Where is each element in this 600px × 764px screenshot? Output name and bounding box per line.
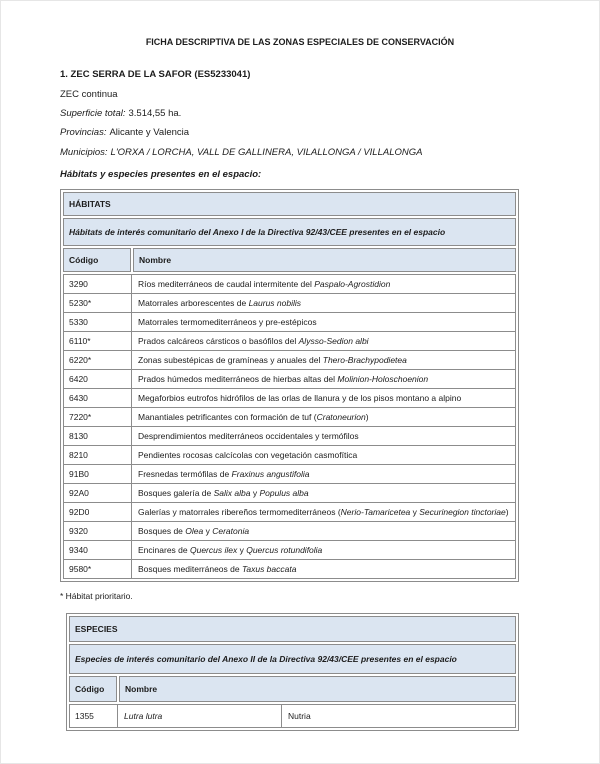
name-text: ) xyxy=(365,411,369,422)
scientific-name: Laurus nobilis xyxy=(248,297,302,308)
page-title: FICHA DESCRIPTIVA DE LAS ZONAS ESPECIALES DE CONSERVACIÓN xyxy=(145,37,455,47)
habitat-row xyxy=(64,464,516,483)
scientific-name: Lutra lutra xyxy=(124,710,163,721)
habitat-code-cell: 8130 xyxy=(64,426,132,445)
habitat-name-cell xyxy=(132,369,516,388)
name-text: Encinares de xyxy=(138,544,190,555)
habitat-name-cell xyxy=(132,521,516,540)
priority-habitat-footnote: * Hábitat prioritario. xyxy=(60,590,133,601)
species-data-grid xyxy=(69,704,516,728)
scientific-name: Salix alba xyxy=(213,487,251,498)
habitat-name-cell xyxy=(132,331,516,350)
name-text: ) xyxy=(505,506,509,517)
habitat-code-cell: 8210 xyxy=(64,445,132,464)
name-text: y xyxy=(237,544,247,555)
name-text: Bosques mediterráneos de xyxy=(138,563,242,574)
name-text: Ríos mediterráneos de caudal intermitente del xyxy=(138,278,315,289)
species-col-codigo: Código xyxy=(69,676,117,702)
habitat-name-cell xyxy=(132,426,516,445)
scientific-name: Quercus ilex xyxy=(189,544,238,555)
habitat-name-cell xyxy=(132,483,516,502)
habitat-name-cell xyxy=(132,388,516,407)
habitat-row xyxy=(64,540,516,559)
section-intro: Hábitats y especies presentes en el espacio: xyxy=(60,168,262,180)
municipalities-value: L'ORXA / LORCHA, VALL DE GALLINERA, VILALLONGA / VILLALONGA xyxy=(110,146,423,158)
species-table xyxy=(66,613,519,731)
habitat-row xyxy=(64,274,516,293)
habitat-code-cell: 92A0 xyxy=(64,483,132,502)
habitat-name-cell xyxy=(132,274,516,293)
species-row xyxy=(70,704,516,727)
name-text: Galerías y matorrales ribereños termomediterráneos ( xyxy=(138,506,341,517)
scientific-name: Alysso-Sedion albi xyxy=(298,335,369,346)
habitat-name-cell xyxy=(132,540,516,559)
species-col-nombre: Nombre xyxy=(119,676,516,702)
habitat-row xyxy=(64,388,516,407)
habitat-row xyxy=(64,350,516,369)
habitats-rows xyxy=(64,274,516,578)
scientific-name: Fraxinus angustifolia xyxy=(231,468,310,479)
habitat-name-cell xyxy=(132,350,516,369)
name-text: Fresnedas termófilas de xyxy=(138,468,232,479)
provinces-label: Provincias: xyxy=(60,127,107,139)
scientific-name: Olea xyxy=(185,525,204,536)
site-metadata xyxy=(60,85,540,162)
habitat-row xyxy=(64,293,516,312)
habitats-table-subtitle: Hábitats de interés comunitario del Anexo I de la Directiva 92/43/CEE presentes en el espacio xyxy=(63,218,516,246)
scientific-name: Taxus baccata xyxy=(241,563,297,574)
habitat-name-cell xyxy=(132,312,516,331)
habitat-row xyxy=(64,407,516,426)
scientific-name: Thero-Brachypodietea xyxy=(322,354,407,365)
name-text: Desprendimientos mediterráneos occidentales y termófilos xyxy=(138,430,359,441)
habitats-column-header xyxy=(63,248,516,272)
habitat-code-cell: 6430 xyxy=(64,388,132,407)
habitat-name-cell xyxy=(132,293,516,312)
municipalities-line xyxy=(60,143,540,162)
species-common-name-cell: Nutria xyxy=(282,704,516,727)
habitat-code-cell: 6420 xyxy=(64,369,132,388)
habitat-code-cell: 6110* xyxy=(64,331,132,350)
name-text: Zonas subestépicas de gramíneas y anuales del xyxy=(138,354,323,365)
name-text: Bosques galería de xyxy=(138,487,214,498)
habitat-name-cell xyxy=(132,407,516,426)
scientific-name: Securinegion tinctoriae xyxy=(419,506,506,517)
habitats-table xyxy=(60,189,519,582)
habitat-code-cell: 9320 xyxy=(64,521,132,540)
species-table-subtitle: Especies de interés comunitario del Anexo II de la Directiva 92/43/CEE presentes en el espacio xyxy=(69,644,516,674)
name-text: y xyxy=(410,506,420,517)
species-column-header xyxy=(69,676,516,702)
scientific-name: Ceratonia xyxy=(212,525,250,536)
habitat-row xyxy=(64,483,516,502)
habitats-col-codigo: Código xyxy=(63,248,131,272)
provinces-line xyxy=(60,123,540,142)
scientific-name: Populus alba xyxy=(259,487,309,498)
habitat-code-cell: 5230* xyxy=(64,293,132,312)
habitat-row xyxy=(64,445,516,464)
name-text: Matorrales termomediterráneos y pre-estépicos xyxy=(138,316,317,327)
name-text: Prados húmedos mediterráneos de hierbas altas del xyxy=(138,373,338,384)
site-heading: 1. ZEC SERRA DE LA SAFOR (ES5233041) xyxy=(60,69,251,80)
habitat-code-cell: 5330 xyxy=(64,312,132,331)
habitats-table-title: HÁBITATS xyxy=(63,192,516,216)
species-scientific-name-cell xyxy=(118,704,282,727)
name-text: y xyxy=(250,487,260,498)
zec-type-line: ZEC continua xyxy=(60,89,118,100)
species-code-cell: 1355 xyxy=(70,704,118,727)
habitat-name-cell xyxy=(132,502,516,521)
municipalities-label: Municipios: xyxy=(60,146,108,158)
habitat-row xyxy=(64,559,516,578)
habitat-row xyxy=(64,502,516,521)
habitat-code-cell: 7220* xyxy=(64,407,132,426)
habitat-code-cell: 9340 xyxy=(64,540,132,559)
name-text: Prados calcáreos cársticos o basófilos del xyxy=(138,335,299,346)
scientific-name: Paspalo-Agrostidion xyxy=(314,278,391,289)
habitat-code-cell: 6220* xyxy=(64,350,132,369)
scientific-name: Molinion-Holoschoenion xyxy=(337,373,429,384)
habitat-name-cell xyxy=(132,559,516,578)
name-text: Megaforbios eutrofos hidrófilos de las orlas de llanura y de los pisos montano a alpino xyxy=(138,392,462,403)
habitat-row xyxy=(64,369,516,388)
habitat-code-cell: 3290 xyxy=(64,274,132,293)
habitat-code-cell: 92D0 xyxy=(64,502,132,521)
habitat-name-cell xyxy=(132,445,516,464)
provinces-value: Alicante y Valencia xyxy=(109,127,190,139)
surface-line xyxy=(60,104,540,123)
surface-value: 3.514,55 ha. xyxy=(128,108,182,120)
habitats-col-nombre: Nombre xyxy=(133,248,516,272)
scientific-name: Quercus rotundifolia xyxy=(246,544,323,555)
habitat-row xyxy=(64,331,516,350)
scientific-name: Cratoneurion xyxy=(316,411,366,422)
surface-label: Superficie total: xyxy=(60,108,126,120)
name-text: Bosques de xyxy=(138,525,186,536)
name-text: y xyxy=(203,525,213,536)
scientific-name: Nerio-Tamaricetea xyxy=(340,506,411,517)
habitat-code-cell: 91B0 xyxy=(64,464,132,483)
habitat-name-cell xyxy=(132,464,516,483)
name-text: Manantiales petrificantes con formación de tuf ( xyxy=(138,411,317,422)
name-text: Pendientes rocosas calcícolas con vegetación casmofítica xyxy=(138,449,358,460)
name-text: Matorrales arborescentes de xyxy=(138,297,249,308)
habitats-data-grid xyxy=(63,274,516,579)
habitat-row xyxy=(64,312,516,331)
habitat-row xyxy=(64,426,516,445)
habitat-code-cell: 9580* xyxy=(64,559,132,578)
species-table-title: ESPECIES xyxy=(69,616,516,642)
habitat-row xyxy=(64,521,516,540)
species-rows xyxy=(70,704,516,727)
